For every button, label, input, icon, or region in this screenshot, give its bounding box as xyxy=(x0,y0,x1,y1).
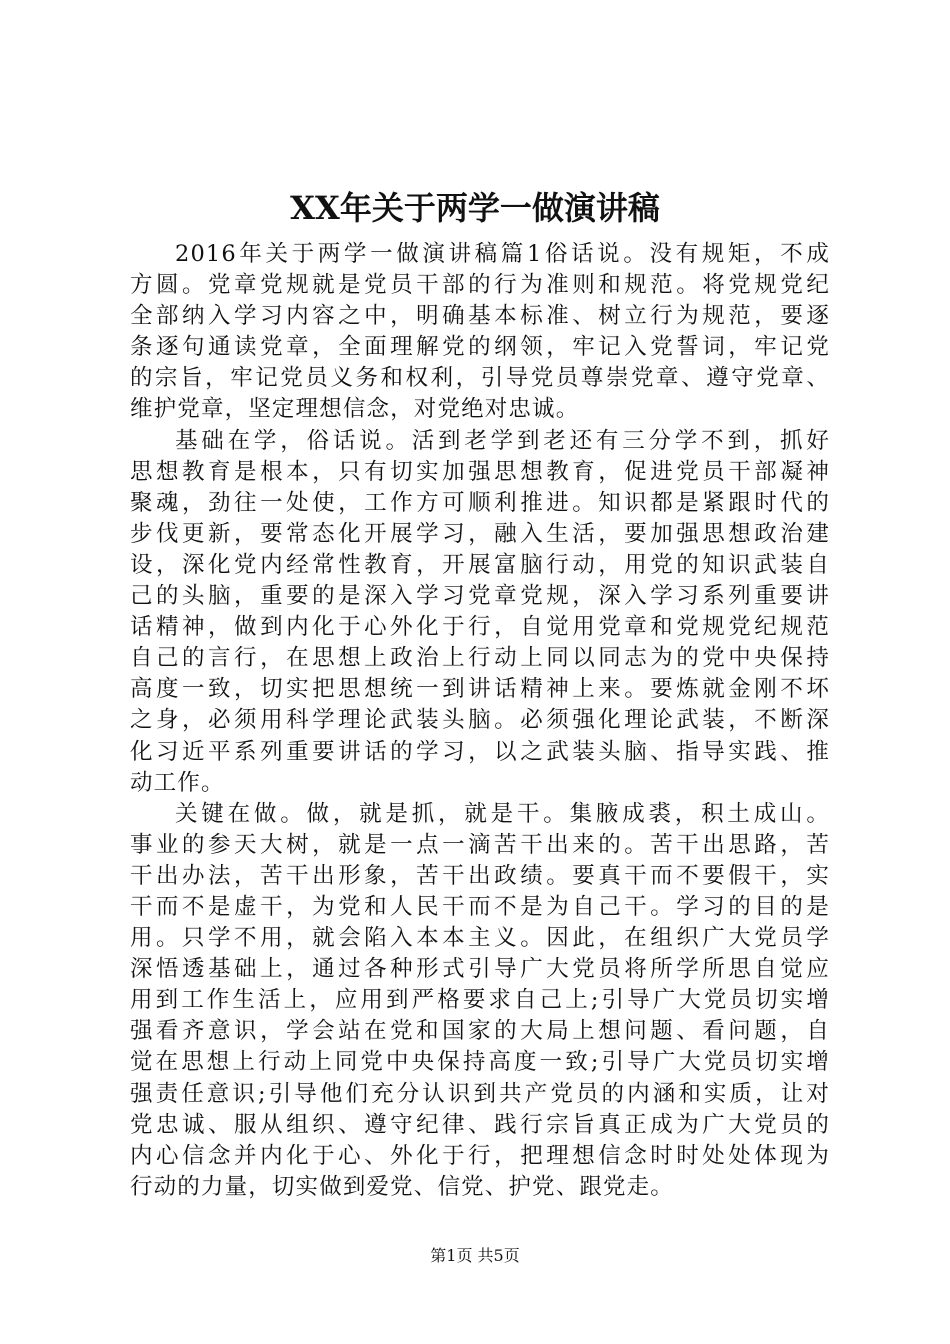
text-line: 基础在学，俗话说。活到老学到老还有三分学不到，抓好 xyxy=(175,427,830,454)
text-line: 关键在做。做，就是抓，就是干。集腋成裘，积土成山。 xyxy=(175,800,830,827)
text-line: 方圆。党章党规就是党员干部的行为准则和规范。将党规党纪 xyxy=(130,272,830,299)
text-line: 觉在思想上行动上同党中央保持高度一致;引导广大党员切实增 xyxy=(130,1049,830,1076)
text-line: 2016年关于两学一做演讲稿篇1俗话说。没有规矩，不成 xyxy=(175,241,830,267)
text-line: 行动的力量，切实做到爱党、信党、护党、跟党走。 xyxy=(130,1173,674,1200)
text-line: 内心信念并内化于心、外化于行，把理想信念时时处处体现为 xyxy=(130,1142,830,1169)
text-line: 步伐更新，要常态化开展学习，融入生活，要加强思想政治建 xyxy=(130,520,830,547)
text-line: 用。只学不用，就会陷入本本主义。因此，在组织广大党员学 xyxy=(130,925,830,952)
text-line: 干出办法，苦干出形象，苦干出政绩。要真干而不要假干，实 xyxy=(130,862,830,889)
text-line: 的宗旨，牢记党员义务和权利，引导党员尊崇党章、遵守党章、 xyxy=(130,365,830,392)
paragraph-2 xyxy=(130,426,830,799)
text-line: 用到工作生活上，应用到严格要求自己上;引导广大党员切实增 xyxy=(130,987,830,1014)
document-title: XX年关于两学一做演讲稿 xyxy=(290,189,660,227)
text-line: 条逐句通读党章，全面理解党的纲领，牢记入党誓词，牢记党 xyxy=(130,334,830,361)
text-line: 事业的参天大树，就是一点一滴苦干出来的。苦干出思路，苦 xyxy=(130,831,830,858)
page-footer: 第1页 共5页 xyxy=(430,1246,520,1265)
text-line: 动工作。 xyxy=(130,769,225,796)
text-line: 化习近平系列重要讲话的学习，以之武装头脑、指导实践、推 xyxy=(130,738,830,765)
text-line: 干而不是虚干，为党和人民干而不是为自己干。学习的目的是 xyxy=(130,893,830,920)
text-line: 设，深化党内经常性教育，开展富脑行动，用党的知识武装自 xyxy=(130,551,830,578)
text-line: 自己的言行，在思想上政治上行动上同以同志为的党中央保持 xyxy=(130,645,830,672)
text-line: 聚魂，劲往一处使，工作方可顺利推进。知识都是紧跟时代的 xyxy=(130,489,830,516)
text-line: 高度一致，切实把思想统一到讲话精神上来。要炼就金刚不坏 xyxy=(130,676,830,703)
text-line: 强看齐意识，学会站在党和国家的大局上想问题、看问题，自 xyxy=(130,1018,830,1045)
text-line: 强责任意识;引导他们充分认识到共产党员的内涵和实质，让对 xyxy=(130,1080,830,1107)
text-line: 话精神，做到内化于心外化于行，自觉用党章和党规党纪规范 xyxy=(130,614,830,641)
text-line: 深悟透基础上，通过各种形式引导广大党员将所学所思自觉应 xyxy=(130,956,830,983)
text-line: 全部纳入学习内容之中，明确基本标准、树立行为规范，要逐 xyxy=(130,303,830,330)
text-line: 党忠诚、服从组织、遵守纪律、践行宗旨真正成为广大党员的 xyxy=(130,1111,830,1138)
paragraph-1 xyxy=(130,239,830,426)
text-line: 维护党章，坚定理想信念，对党绝对忠诚。 xyxy=(130,396,580,423)
text-line: 己的头脑，重要的是深入学习党章党规，深入学习系列重要讲 xyxy=(130,583,830,610)
text-line: 之身，必须用科学理论武装头脑。必须强化理论武装，不断深 xyxy=(130,707,830,734)
paragraph-3 xyxy=(130,799,830,1203)
document-body xyxy=(130,239,830,1203)
text-line: 思想教育是根本，只有切实加强思想教育，促进党员干部凝神 xyxy=(130,458,830,485)
